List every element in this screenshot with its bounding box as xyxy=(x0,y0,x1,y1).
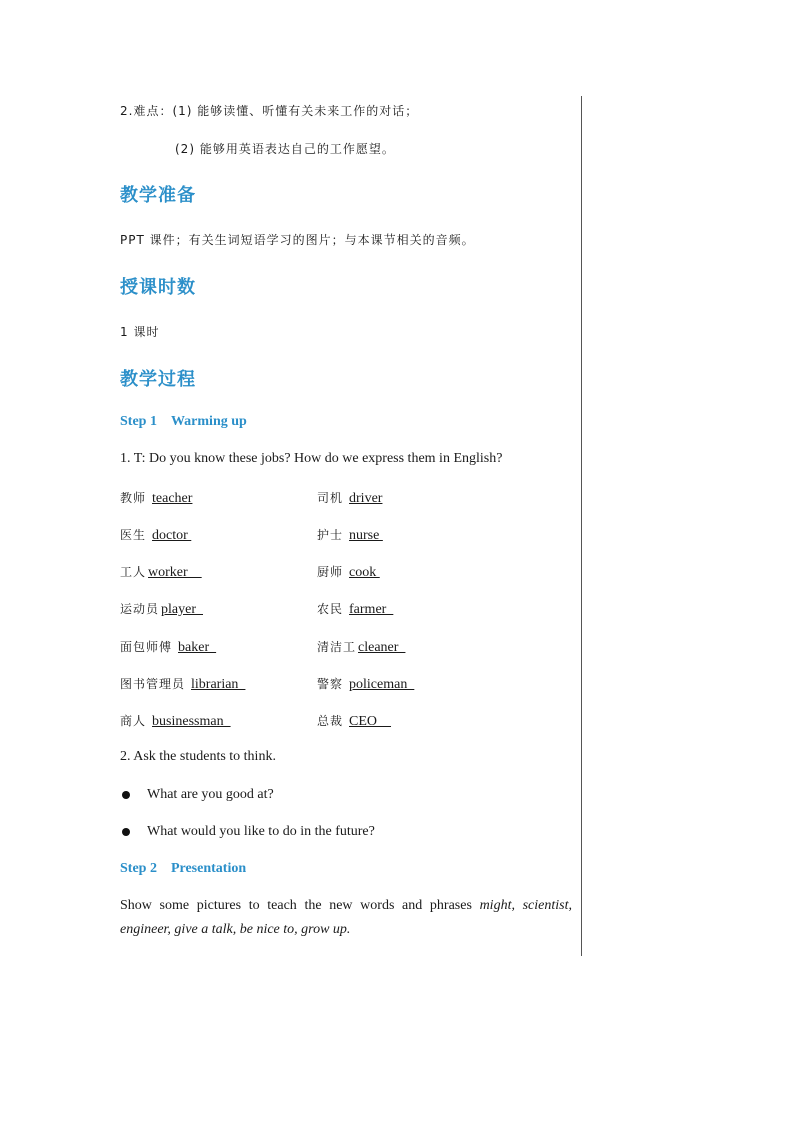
job-answer: cook xyxy=(349,565,380,580)
job-item xyxy=(120,600,203,618)
heading-class-hours: 授课时数 xyxy=(120,277,196,298)
job-item xyxy=(120,675,245,693)
step2-heading xyxy=(120,861,246,877)
job-cn: 医生 xyxy=(120,528,147,542)
job-answer: driver xyxy=(349,491,383,506)
difficulty-line-2: (2) 能够用英语表达自己的工作愿望。 xyxy=(175,142,395,156)
job-answer: CEO xyxy=(349,714,392,729)
job-answer: teacher xyxy=(152,491,193,506)
job-cn: 教师 xyxy=(120,491,147,505)
job-item xyxy=(120,526,191,544)
job-cn: 厨师 xyxy=(317,565,344,579)
job-cn: 运动员 xyxy=(120,602,160,616)
step2-title: Presentation xyxy=(170,861,247,876)
bullet-text: What are you good at? xyxy=(147,787,274,802)
job-cn: 总裁 xyxy=(317,714,344,728)
job-answer: policeman xyxy=(349,677,415,692)
job-item xyxy=(317,600,393,618)
job-answer: nurse xyxy=(349,528,383,543)
class-hours-text: 1 课时 xyxy=(120,325,160,339)
job-answer: player xyxy=(161,602,203,617)
job-cn: 商人 xyxy=(120,714,147,728)
job-cn: 面包师傅 xyxy=(120,640,173,654)
job-answer: cleaner xyxy=(358,640,406,655)
step2-label: Step 2 xyxy=(120,861,157,876)
job-answer: worker xyxy=(148,565,202,580)
step2-text-plain: Show some pictures to teach the new words and phrases xyxy=(120,898,480,913)
job-cn: 图书管理员 xyxy=(120,677,186,691)
bullet-text: What would you like to do in the future? xyxy=(147,824,375,839)
job-item xyxy=(120,712,231,730)
job-cn: 清洁工 xyxy=(317,640,357,654)
think-prompt: 2. Ask the students to think. xyxy=(120,749,276,764)
job-item xyxy=(317,526,383,544)
job-answer: businessman xyxy=(152,714,231,729)
job-item xyxy=(120,638,216,656)
right-margin-rule xyxy=(581,96,582,956)
job-item xyxy=(317,712,391,730)
step2-paragraph xyxy=(120,894,572,942)
heading-teaching-prep: 教学准备 xyxy=(120,185,196,206)
heading-teaching-process: 教学过程 xyxy=(120,369,196,390)
step1-label: Step 1 xyxy=(120,414,157,429)
teaching-prep-text: PPT 课件；有关生词短语学习的图片；与本课节相关的音频。 xyxy=(120,233,475,247)
step1-question: 1. T: Do you know these jobs? How do we express them in English? xyxy=(120,451,503,466)
job-answer: farmer xyxy=(349,602,394,617)
step1-title: Warming up xyxy=(170,414,247,429)
job-item xyxy=(317,675,414,693)
job-answer: doctor xyxy=(152,528,192,543)
job-item xyxy=(317,563,380,581)
job-cn: 护士 xyxy=(317,528,344,542)
job-cn: 工人 xyxy=(120,565,147,579)
job-item xyxy=(120,489,192,507)
bullet-dot-icon xyxy=(122,828,130,836)
job-item xyxy=(317,489,382,507)
job-cn: 农民 xyxy=(317,602,344,616)
job-answer: baker xyxy=(178,640,217,655)
difficulty-line-1: 2.难点：(1) 能够读懂、听懂有关未来工作的对话； xyxy=(120,104,419,118)
job-answer: librarian xyxy=(191,677,246,692)
step2-text-italic: might, scientist, engineer, give a talk, be nice to, grow up. xyxy=(120,898,572,937)
bullet-dot-icon xyxy=(122,791,130,799)
job-cn: 警察 xyxy=(317,677,344,691)
step1-heading xyxy=(120,414,247,430)
job-item xyxy=(317,638,405,656)
job-item xyxy=(120,563,202,581)
job-cn: 司机 xyxy=(317,491,344,505)
